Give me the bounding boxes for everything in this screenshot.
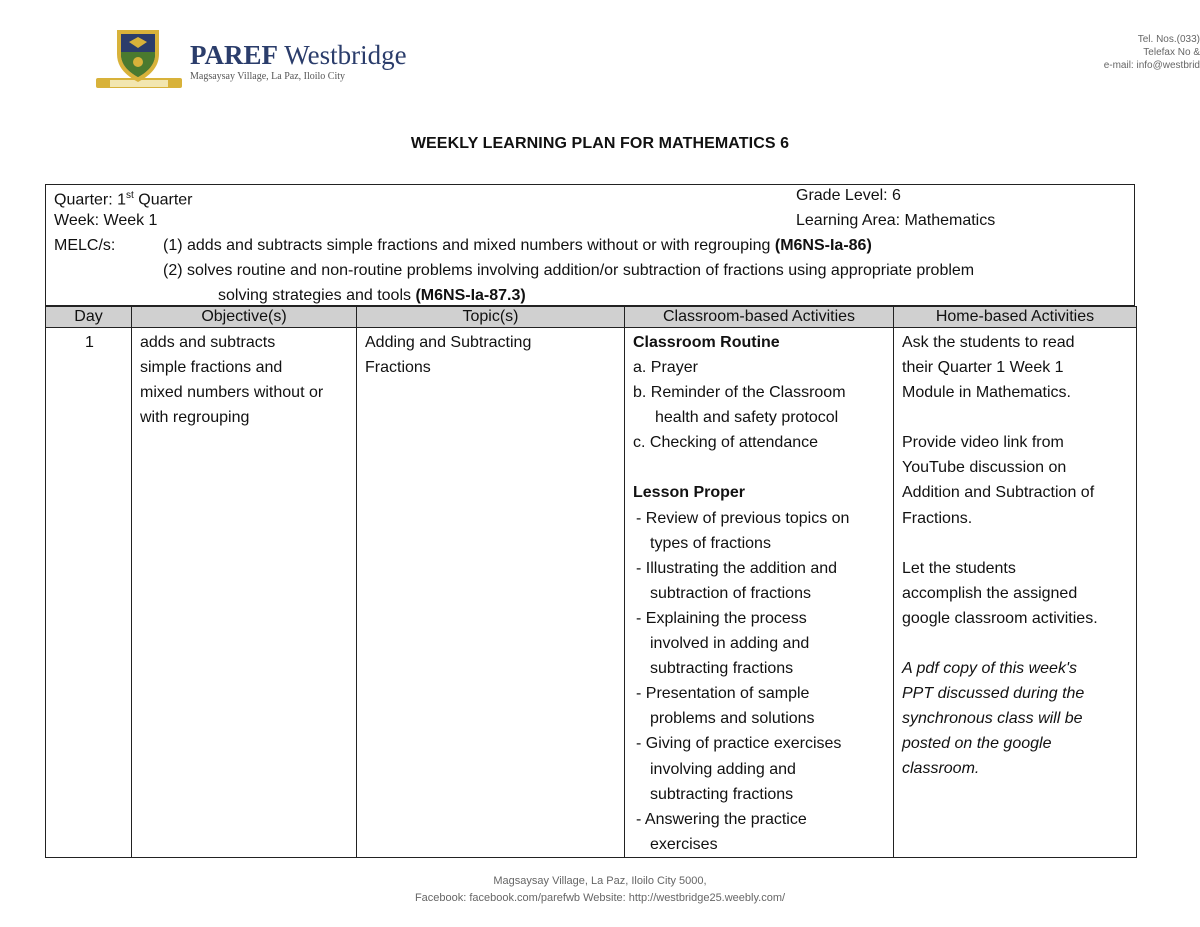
- home-note-line: classroom.: [902, 760, 980, 778]
- table-row: [46, 328, 1137, 858]
- school-crest-logo: [96, 26, 182, 94]
- spacer: [902, 531, 1130, 556]
- page-footer: [0, 873, 1200, 907]
- contact-email: e-mail: info@westbrid: [1103, 60, 1200, 71]
- classroom-routine-heading: Classroom Routine: [633, 334, 780, 351]
- home-line: accomplish the assigned: [902, 584, 1078, 602]
- school-name: PAREF Westbridge: [190, 40, 407, 70]
- objective-line: with regrouping: [140, 409, 250, 427]
- header-objectives: Objective(s): [132, 307, 357, 328]
- home-note-line: A pdf copy of this week's: [902, 659, 1077, 677]
- lesson-item: - Illustrating the addition and: [636, 559, 838, 577]
- spacer: [902, 405, 1130, 430]
- topic-cell: [357, 328, 625, 858]
- footer-address: Magsaysay Village, La Paz, Iloilo City 5000,: [493, 875, 707, 887]
- lesson-item: - Review of previous topics on: [636, 509, 850, 527]
- objective-cell: [132, 328, 357, 858]
- home-note-line: synchronous class will be: [902, 710, 1083, 728]
- topic-line: Fractions: [365, 359, 431, 377]
- lesson-item: problems and solutions: [650, 710, 815, 728]
- contact-phone: Tel. Nos.(033): [1137, 34, 1200, 45]
- home-line: their Quarter 1 Week 1: [902, 359, 1064, 377]
- lesson-item: exercises: [650, 835, 718, 853]
- weekly-plan-table: [45, 306, 1137, 858]
- objective-line: simple fractions and: [140, 359, 283, 377]
- learning-area-field: Learning Area: Mathematics: [796, 212, 996, 229]
- lesson-item: subtracting fractions: [650, 785, 794, 803]
- lesson-item: subtracting fractions: [650, 660, 794, 678]
- spacer: [633, 455, 887, 480]
- lesson-item: - Answering the practice: [636, 810, 807, 828]
- footer-links: Facebook: facebook.com/parefwb Website: http://westbridge25.weebly.com/: [414, 892, 786, 904]
- home-line: YouTube discussion on: [902, 459, 1067, 477]
- home-activities-cell: [894, 328, 1137, 858]
- home-note-line: PPT discussed during the: [902, 685, 1085, 703]
- contact-telefax: Telefax No &: [1143, 47, 1200, 58]
- home-line: google classroom activities.: [902, 609, 1098, 627]
- home-line: Fractions.: [902, 509, 973, 527]
- home-line: Addition and Subtraction of: [902, 484, 1095, 502]
- melc-label: MELC/s:: [54, 237, 116, 254]
- spacer: [902, 631, 1130, 656]
- lesson-proper-heading: Lesson Proper: [633, 484, 746, 502]
- routine-item: b. Reminder of the Classroom: [633, 384, 846, 402]
- header-classroom-activities: Classroom-based Activities: [625, 307, 894, 328]
- grade-level-field: Grade Level: 6: [796, 187, 901, 204]
- lesson-item: involved in adding and: [650, 635, 810, 653]
- melc-2-line-2: solving strategies and tools (M6NS-Ia-87.3): [218, 287, 526, 304]
- melc-2-line-1: (2) solves routine and non-routine problems involving addition/or subtraction of fractions using appropriate problem: [163, 262, 975, 279]
- header-home-activities: Home-based Activities: [894, 307, 1137, 328]
- week-field: Week: Week 1: [54, 212, 158, 229]
- day-cell: 1: [46, 328, 132, 858]
- lesson-item: involving adding and: [650, 760, 796, 778]
- routine-item: a. Prayer: [633, 359, 698, 377]
- objective-line: mixed numbers without or: [140, 384, 324, 402]
- lesson-item: - Presentation of sample: [636, 685, 810, 703]
- table-header-row: [46, 307, 1137, 328]
- school-address: Magsaysay Village, La Paz, Iloilo City: [190, 71, 346, 82]
- quarter-field: Quarter: 1st Quarter: [54, 190, 193, 209]
- home-line: Provide video link from: [902, 434, 1064, 452]
- topic-line: Adding and Subtracting: [365, 334, 532, 351]
- home-line: Let the students: [902, 559, 1016, 577]
- objective-line: adds and subtracts: [140, 334, 276, 351]
- classroom-activities-cell: [625, 328, 894, 858]
- plan-info-box: [45, 184, 1135, 306]
- school-identity: [190, 40, 407, 83]
- lesson-item: - Giving of practice exercises: [636, 735, 842, 753]
- home-note-line: posted on the google: [902, 735, 1052, 753]
- header-topics: Topic(s): [357, 307, 625, 328]
- crest-icon: [96, 26, 182, 94]
- home-line: Module in Mathematics.: [902, 384, 1071, 402]
- contact-info: [1104, 33, 1200, 72]
- document-title: WEEKLY LEARNING PLAN FOR MATHEMATICS 6: [410, 135, 790, 152]
- routine-item: c. Checking of attendance: [633, 434, 819, 452]
- header-day: Day: [46, 307, 132, 328]
- melc-1: (1) adds and subtracts simple fractions and mixed numbers without or with regrouping (M6NS-Ia-86): [163, 237, 872, 254]
- home-line: Ask the students to read: [902, 334, 1075, 351]
- routine-item: health and safety protocol: [655, 409, 839, 427]
- lesson-item: types of fractions: [650, 534, 771, 552]
- lesson-item: subtraction of fractions: [650, 584, 811, 602]
- lesson-item: - Explaining the process: [636, 609, 807, 627]
